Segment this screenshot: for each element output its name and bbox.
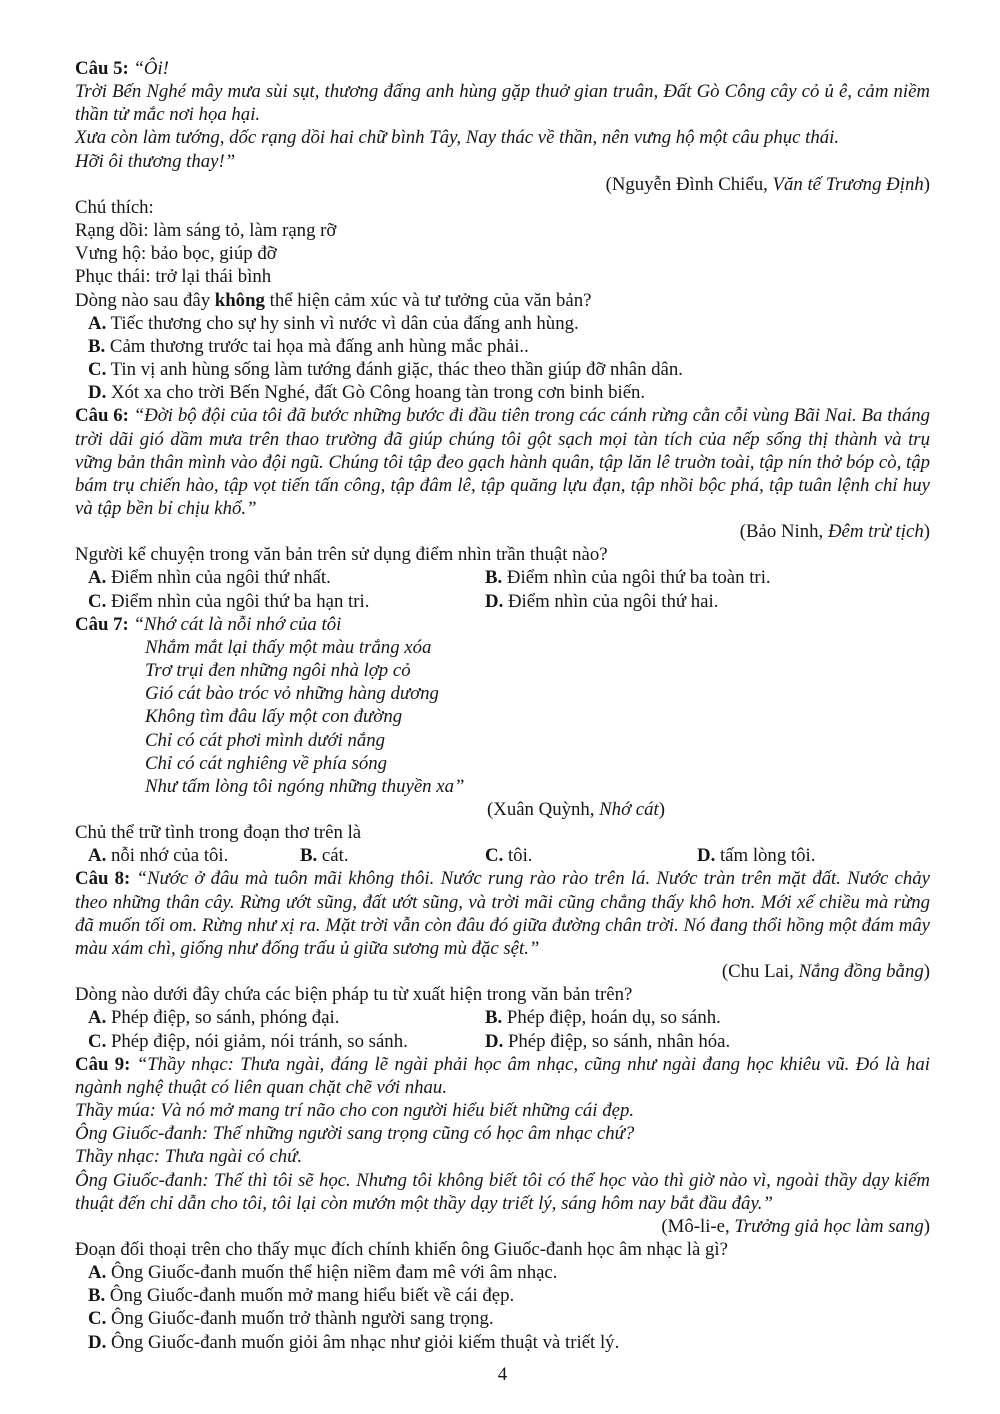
q8-passage-text: “Nước ở đâu mà tuôn mãi không thôi. Nước rung rào rào trên lá. Nước tràn trên mặt đất. Nước chảy theo những thân cây. Rừng ướt sũng, đất ướt sũng, và trời mãi cũng chẳng thấy khô hơn. Mới xế chiều mà rừng đã muốn tối om. Rừng như xị ra. Mặt trời vẫn còn đâu đó giữa đường chân trời. Nó đang thổi hồng một đám mây màu xám chì, giống như đống trấu ủ giữa sương mù đặc sệt.”: [75, 868, 930, 959]
option-letter: C.: [485, 845, 504, 867]
question-label: Câu 6:: [75, 405, 129, 427]
q5-option-c: [75, 358, 930, 381]
question-5: [75, 57, 930, 404]
q9-option-b: [75, 1284, 930, 1307]
q9-question: Đoạn đối thoại trên cho thấy mục đích chính khiến ông Giuốc-đanh học âm nhạc là gì?: [75, 1238, 728, 1260]
q9-dialogue-text: “Thầy nhạc: Thưa ngài, đáng lẽ ngài phải học âm nhạc, cũng như ngài đang học khiêu vũ. Đó là hai ngành nghệ thuật có liên quan chặt chẽ với nhau.: [75, 1053, 930, 1098]
option-text: Cảm thương trước tai họa mà đấng anh hùng mắc phải..: [105, 335, 529, 357]
q6-question: Người kể chuyện trong văn bản trên sử dụng điểm nhìn trần thuật nào?: [75, 544, 608, 566]
attribution-close: ): [658, 799, 666, 820]
option-letter: B.: [485, 567, 503, 589]
q7-question: Chủ thể trữ tình trong đoạn thơ trên là: [75, 822, 362, 844]
q8-option-b: [485, 1007, 721, 1028]
q7-options-row: [75, 844, 930, 867]
option-letter: A.: [88, 1262, 107, 1284]
emphasis-bold: không: [214, 289, 265, 311]
option-text: nỗi nhớ của tôi.: [106, 845, 229, 867]
attribution-work: Trưởng giả học làm sang: [734, 1215, 924, 1237]
question-9: [75, 1053, 930, 1354]
question-label: Câu 7:: [75, 613, 129, 635]
option-text: Phép điệp, hoán dụ, so sánh.: [502, 1007, 721, 1029]
q6-option-b: [485, 567, 771, 588]
q7-option-b: [300, 844, 485, 867]
option-letter: D.: [88, 1331, 107, 1353]
option-letter: D.: [88, 382, 107, 404]
q6-option-d: [485, 591, 718, 612]
q9-dialogue-4: Thầy nhạc: Thưa ngài có chứ.: [75, 1146, 303, 1168]
question-6: [75, 404, 930, 612]
question-8: [75, 867, 930, 1052]
option-text: Điểm nhìn của ngôi thứ nhất.: [106, 567, 331, 589]
q7-poem-line: Chỉ có cát nghiêng về phía sóng: [145, 752, 388, 774]
q5-passage-line-1: Trời Bến Nghé mây mưa sùi sụt, thương đấng anh hùng gặp thuở gian truân, Đất Gò Công cây cỏ ủ ê, cảm niềm thần tử mắc nơi họa hại.: [75, 81, 930, 126]
q5-question: [75, 289, 930, 312]
attribution-work: Nhớ cát: [599, 799, 659, 820]
option-text: Phép điệp, so sánh, nhân hóa.: [503, 1030, 731, 1052]
option-text: Ông Giuốc-đanh muốn thể hiện niềm đam mê với âm nhạc.: [106, 1262, 558, 1284]
option-letter: D.: [485, 590, 504, 612]
option-letter: B.: [485, 1007, 503, 1029]
option-text: Điểm nhìn của ngôi thứ hai.: [503, 590, 719, 612]
q7-option-a: [88, 844, 300, 867]
option-text: Phép điệp, so sánh, phóng đại.: [106, 1007, 340, 1029]
option-letter: B.: [300, 845, 318, 867]
q8-option-a: [88, 1006, 485, 1029]
q9-option-c: [75, 1307, 930, 1330]
attribution-close: ): [923, 521, 930, 543]
q8-question: Dòng nào dưới đây chứa các biện pháp tu từ xuất hiện trong văn bản trên?: [75, 984, 633, 1006]
question-7: [75, 613, 930, 868]
option-text: tấm lòng tôi.: [715, 845, 816, 867]
q5-option-b: [75, 335, 930, 358]
q9-option-a: [75, 1261, 930, 1284]
option-text: Điểm nhìn của ngôi thứ ba toàn tri.: [502, 567, 771, 589]
attribution-work: Đêm trừ tịch: [827, 521, 924, 543]
q8-option-d: [485, 1031, 730, 1052]
q5-note-2: Vưng hộ: bảo bọc, giúp đỡ: [75, 243, 277, 265]
q9-option-d: [75, 1331, 930, 1354]
attribution-author: (Mô-li-e,: [661, 1215, 735, 1237]
option-letter: D.: [485, 1030, 504, 1052]
q9-dialogue-5: Ông Giuốc-đanh: Thế thì tôi sẽ học. Nhưng tôi không biết tôi có thể học vào thì giờ nào vì, ngoài thầy dạy kiếm thuật đến chỉ dẫn cho tôi, tôi lại còn mướn một thầy dạy triết lý, sáng hôm nay bắt đầu đây.”: [75, 1169, 930, 1214]
option-text: Ông Giuốc-đanh muốn mở mang hiểu biết về cái đẹp.: [105, 1285, 515, 1307]
q6-option-a: [88, 566, 485, 589]
question-label: Câu 5:: [75, 58, 129, 79]
q6-attribution: [75, 520, 930, 543]
q5-quote-open: “Ôi!: [128, 58, 169, 79]
q5-question-post: thể hiện cảm xúc và tư tưởng của văn bản?: [264, 289, 592, 311]
q8-passage: [75, 867, 930, 960]
q8-options-row-1: [75, 1006, 930, 1029]
q6-passage: [75, 404, 930, 520]
q7-poem-line: Như tấm lòng tôi ngóng những thuyền xa”: [145, 775, 465, 797]
option-letter: C.: [88, 359, 107, 381]
attribution-close: ): [923, 961, 930, 983]
q5-intro-line: [75, 57, 930, 80]
option-text: Xót xa cho trời Bến Nghé, đất Gò Công hoang tàn trong cơn binh biến.: [106, 382, 646, 404]
q6-option-c: [88, 590, 485, 613]
q7-poem-line: Trơ trụi đen những ngôi nhà lợp cỏ: [145, 660, 411, 682]
q6-options-row-2: [75, 590, 930, 613]
q5-passage-line-3: Hỡi ôi thương thay!”: [75, 150, 236, 172]
q5-notes-title: Chú thích:: [75, 196, 154, 218]
q7-option-d: [697, 845, 815, 866]
q5-attribution: [75, 173, 930, 196]
option-letter: A.: [88, 567, 107, 589]
option-letter: C.: [88, 590, 107, 612]
attribution-author: (Xuân Quỳnh,: [487, 799, 600, 820]
q7-poem-line-1: “Nhớ cát là nỗi nhớ của tôi: [128, 613, 342, 635]
option-letter: C.: [88, 1030, 107, 1052]
q9-dialogue-3: Ông Giuốc-đanh: Thế những người sang trọng cũng có học âm nhạc chứ?: [75, 1123, 635, 1145]
option-text: Tiếc thương cho sự hy sinh vì nước vì dân của đấng anh hùng.: [106, 312, 579, 334]
attribution-close: ): [923, 173, 930, 195]
page-number: 4: [497, 1363, 508, 1385]
option-letter: A.: [88, 312, 107, 334]
attribution-work: Nắng đồng bằng: [798, 961, 924, 983]
q9-dialogue-1: [75, 1053, 930, 1099]
q9-attribution: [75, 1215, 930, 1238]
attribution-author: (Nguyễn Đình Chiểu,: [605, 173, 773, 195]
q7-poem-line: Nhắm mắt lại thấy một màu trắng xóa: [145, 636, 432, 658]
option-letter: C.: [88, 1308, 107, 1330]
q5-passage-line-2: Xưa còn làm tướng, dốc rạng dồi hai chữ bình Tây, Nay thác về thần, nên vưng hộ một câu phục thái.: [75, 127, 840, 149]
option-letter: B.: [88, 1285, 106, 1307]
q5-note-3: Phục thái: trở lại thái bình: [75, 266, 272, 288]
q8-option-c: [88, 1030, 485, 1053]
attribution-work: Văn tế Trương Định: [772, 173, 924, 195]
option-letter: B.: [88, 335, 106, 357]
q6-options-row-1: [75, 566, 930, 589]
attribution-author: (Chu Lai,: [721, 961, 799, 983]
option-text: Ông Giuốc-đanh muốn giỏi âm nhạc như giỏi kiếm thuật và triết lý.: [106, 1331, 620, 1353]
q5-question-pre: Dòng nào sau đây: [75, 289, 215, 311]
q7-poem-line: Không tìm đâu lấy một con đường: [145, 706, 403, 728]
option-text: Phép điệp, nói giảm, nói tránh, so sánh.: [106, 1030, 408, 1052]
q7-poem-line: Gió cát bào tróc vỏ những hàng dương: [145, 683, 439, 705]
option-text: Điểm nhìn của ngôi thứ ba hạn tri.: [106, 590, 370, 612]
option-text: Tin vị anh hùng sống làm tướng đánh giặc, thác theo thần giúp đỡ nhân dân.: [106, 359, 683, 381]
q9-dialogue-2: Thầy múa: Và nó mở mang trí não cho con người hiểu biết những cái đẹp.: [75, 1100, 635, 1122]
option-text: Ông Giuốc-đanh muốn trở thành người sang trọng.: [106, 1308, 494, 1330]
option-text: cát.: [317, 845, 349, 867]
q5-note-1: Rạng dồi: làm sáng tỏ, làm rạng rỡ: [75, 220, 337, 242]
option-letter: A.: [88, 845, 107, 867]
attribution-close: ): [923, 1215, 930, 1237]
attribution-author: (Bảo Ninh,: [739, 521, 828, 543]
q5-option-d: [75, 381, 930, 404]
question-label: Câu 9:: [75, 1053, 131, 1075]
option-letter: A.: [88, 1007, 107, 1029]
question-label: Câu 8:: [75, 868, 131, 890]
q5-option-a: [75, 312, 930, 335]
q7-attribution: [487, 798, 930, 821]
option-text: tôi.: [503, 845, 533, 867]
q6-passage-text: “Đời bộ đội của tôi đã bước những bước đi đầu tiên trong các cánh rừng cằn cỗi vùng Bãi Nai. Ba tháng trời dãi gió dầm mưa trên thao trường đã giúp chúng tôi gột sạch mọi tàn tích của nếp sống thị thành và trụ vững bản thân mình vào đội ngũ. Chúng tôi tập đeo gạch hành quân, tập lăn lê truờn toài, tập nín thở bóp cò, tập bám trụ chiến hào, tập vọt tiến tấn công, tập đâm lê, tập quăng lựu đạn, tập nhồi bộc phá, tập tuân lệnh chỉ huy và tập bền bỉ chịu khổ.”: [75, 405, 931, 519]
q8-options-row-2: [75, 1030, 930, 1053]
q7-poem-line: Chỉ có cát phơi mình dưới nắng: [145, 729, 386, 751]
q7-option-c: [485, 844, 697, 867]
q7-intro-line: [75, 613, 930, 636]
q8-attribution: [75, 960, 930, 983]
option-letter: D.: [697, 845, 716, 867]
